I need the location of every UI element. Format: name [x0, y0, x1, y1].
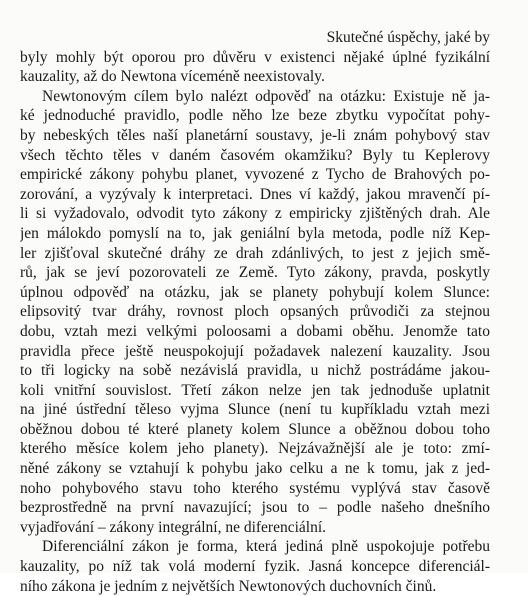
paragraph — [20, 28, 490, 87]
text-line: to tři logicky na sobě nezávislá pravidla, u nichž postrádáme jakou- — [20, 362, 490, 380]
text-line: jen málokdo pomyslí na to, jak geniální byla metoda, podle níž Kep- — [20, 224, 490, 242]
text-line: vyjadřování – zákony integrální, ne diferenciální. — [20, 518, 327, 536]
text-line: bezprostředně na první navazující; jsou to – podle našeho dnešního — [20, 499, 490, 517]
text-line: oběžnou dobou té které planety kolem Slunce a oběžnou dobou toho — [20, 420, 490, 438]
text-line: noho pohybového stavu toho kterého systému vyplývá stav časově — [20, 479, 490, 497]
text-line: něné zákony se vztahují k pohybu jako celku a ne k tomu, jak z jed- — [20, 460, 490, 478]
text-line: Newtonovým cílem bylo nalézt odpověď na otázku: Existuje ně ja- — [42, 87, 490, 105]
text-line: úplnou odpověď na otázku, jak se planety pohybují kolem Slunce: — [20, 283, 490, 301]
text-line: li si vyžadovalo, odvodit tyto zákony z empiricky zjištěných drah. Ale — [20, 205, 490, 223]
text-line: všech těchto těles v daném časovém okamžiku? Byly tu Keplerovy — [20, 146, 490, 164]
text-line: rů, jak se jeví pozorovateli ze Země. Tyto zákony, pravda, poskytly — [20, 264, 490, 282]
text-line: kauzality, po níž tak volá moderní fyzik. Jasná koncepce diferenciál- — [20, 558, 490, 576]
text-line: by nebeských těles naší planetární soustavy, je-li znám pohybový stav — [20, 126, 490, 144]
text-line: Skutečné úspěchy, jaké by — [326, 29, 490, 46]
text-line: dobu, vztah mezi velkými poloosami a dobami oběhu. Jenomže tato — [20, 322, 490, 340]
paragraph — [20, 87, 490, 538]
text-line: Diferenciální zákon je forma, která jediná plně uspokojuje potřebu — [42, 538, 490, 556]
text-line: koli vnitřní souvislost. Třetí zákon nelze jen tak jednoduše uplatnit — [20, 381, 490, 399]
text-line: ké jednoduché pravidlo, podle něho lze beze zbytku vypočítat pohy- — [20, 107, 490, 125]
body-text — [20, 28, 490, 596]
text-line: ního zákona je jedním z největších Newtonových duchovních činů. — [20, 577, 437, 595]
text-line: na jiné ústřední těleso vyjma Slunce (není tu kupříkladu vztah mezi — [20, 401, 490, 419]
text-line: zorování, a vyzývaly k interpretaci. Dnes ví každý, jakou mravenčí pí- — [20, 185, 490, 203]
text-line: kauzality, až do Newtona víceméně neexistovaly. — [20, 68, 325, 86]
text-line: ler zjišťoval skutečné dráhy ze drah zdánlivých, to jest z jejich smě- — [20, 244, 490, 262]
paragraph — [20, 537, 490, 596]
text-line: byly mohly být oporou pro důvěru v existenci nějaké úplné fyzikální — [20, 48, 490, 66]
text-line: elipsovitý tvar dráhy, rovnost ploch opsaných průvodiči za stejnou — [20, 303, 490, 321]
text-line: kterého měsíce kolem jeho planety). Nejzávažnější ale je toto: zmí- — [20, 440, 490, 458]
text-line: pravidla přece ještě neuspokojují požadavek nalezení kauzality. Jsou — [20, 342, 490, 360]
text-line: empirické zákony pohybu planet, vyvozené z Tycho de Brahových po- — [20, 166, 490, 184]
